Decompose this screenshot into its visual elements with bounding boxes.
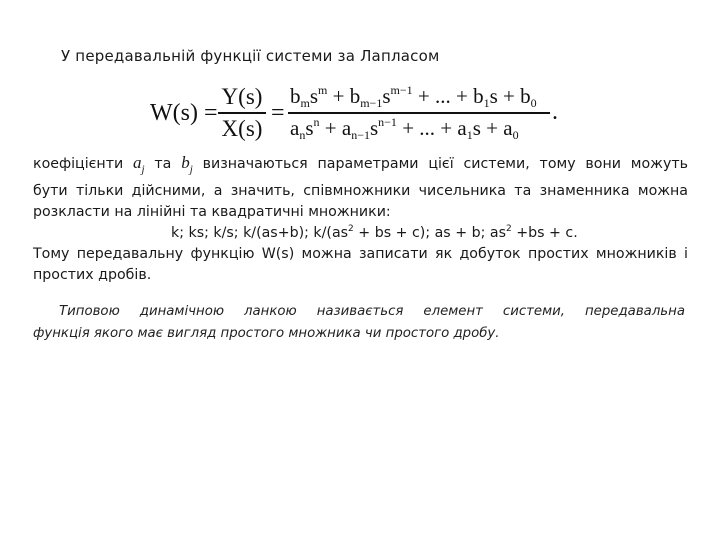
formula-equals: =: [271, 100, 285, 126]
coefficient-b-symbol: $b_j$: [181, 153, 193, 176]
formula-denominator: $a_ns^n + a_{n-1}s^{n-1}$ + ... + $a_1s + a_0$: [290, 115, 519, 142]
fraction-bar: [218, 112, 266, 114]
coefficients-paragraph: [33, 152, 688, 287]
intro-text: У передавальній функції системи за Лапласом: [61, 47, 440, 65]
factor-list: k; ks; k/s; k/(as+b); $k/(as^2$ + bs + c); as + b; $as^2 +bs + c$.: [171, 224, 578, 241]
paragraph-line: розкласти на лінійні та квадратичні множники:: [33, 203, 391, 220]
fraction-bar: [288, 112, 550, 114]
formula-polynomial-fraction: [288, 84, 550, 141]
formula-lhs: W(s) =: [150, 100, 218, 126]
coefficient-a-symbol: $a_j$: [133, 153, 145, 176]
formula-input: X(s): [221, 116, 263, 141]
typical-link-definition: [33, 301, 685, 345]
definition-line: функція якого має вигляд простого множника чи простого дробу.: [33, 326, 500, 341]
paragraph-line: коефіцієнти $a_j$ та $b_j$ визначаються параметрами цієї системи, тому вони можуть: [33, 153, 688, 176]
formula-output: Y(s): [221, 84, 263, 109]
formula-numerator: $b_ms^m + b_{m-1}s^{m-1}$ + ... + $b_1s + b_0$: [290, 83, 537, 110]
definition-line: Типовою динамічною ланкою називається елемент системи, передавальна: [59, 304, 685, 319]
paragraph-line: бути тільки дійсними, а значить, співмножники чисельника та знаменника можна: [33, 182, 688, 199]
formula-output-input-fraction: [218, 84, 266, 142]
paragraph-line: Тому передавальну функцію W(s) можна записати як добуток простих множників і: [33, 246, 688, 263]
paragraph-line: простих дробів.: [33, 267, 152, 284]
formula-period: .: [552, 99, 558, 125]
